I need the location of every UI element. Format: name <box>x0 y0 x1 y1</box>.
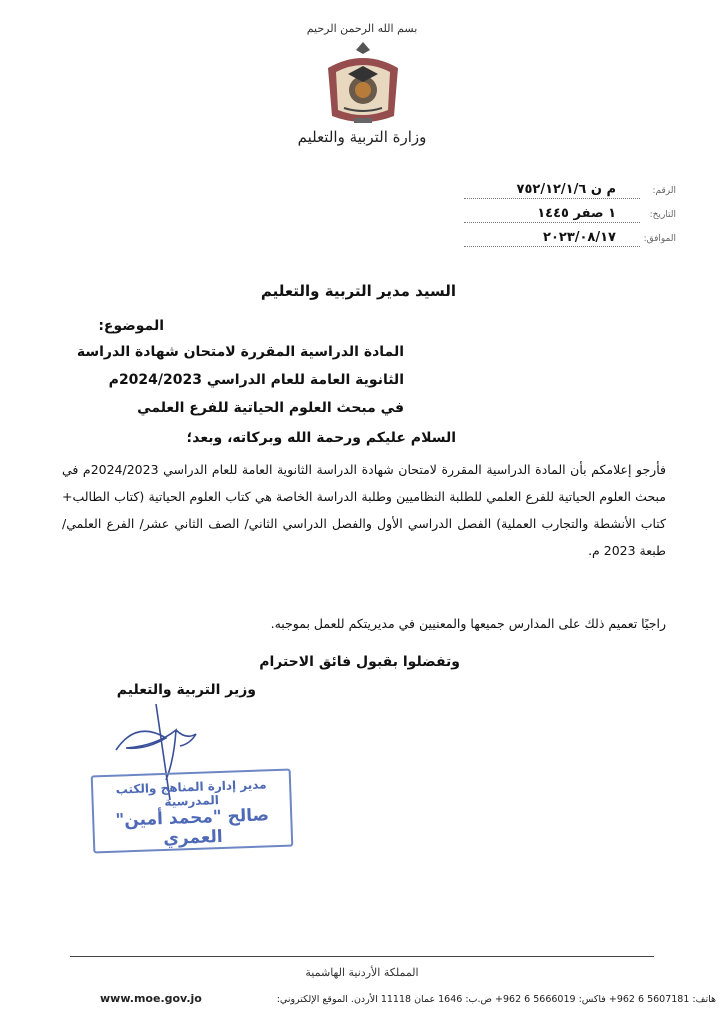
request-paragraph: راجيًا تعميم ذلك على المدارس جميعها والمعنيين في مديريتكم للعمل بموجبه. <box>270 616 666 631</box>
reference-number-label: الرقم: <box>652 186 676 196</box>
stamp-name: صالح "محمد أمين" العمري <box>115 805 270 850</box>
reference-corresponding-row <box>456 232 676 252</box>
reference-corresponding-value: ٢٠٢٣/٠٨/١٧ <box>543 230 616 245</box>
basmala-heading: بسم الله الرحمن الرحيم <box>306 22 418 35</box>
reference-number-row <box>456 184 676 204</box>
signatory-title: وزير التربية والتعليم <box>116 682 256 698</box>
footer-website-link[interactable]: www.moe.gov.jo <box>100 992 202 1005</box>
reference-date-label: التاريخ: <box>649 210 676 220</box>
stamp-department: مدير إدارة المناهج والكتب المدرسية <box>115 777 267 809</box>
subject-label: الموضوع: <box>98 318 164 334</box>
footer-kingdom: المملكة الأردنية الهاشمية <box>305 966 419 979</box>
footer-divider <box>70 956 654 957</box>
reference-corresponding-label: الموافق: <box>643 234 676 244</box>
footer-contact: هاتف: 5607181 6 962+ فاكس: 5666019 6 962+ ص.ب: 1646 عمان 11118 الأردن. الموقع الإلكتروني: <box>276 994 716 1005</box>
addressee: السيد مدير التربية والتعليم <box>260 282 456 300</box>
official-stamp <box>91 769 294 854</box>
subject-line-2: الثانوية العامة للعام الدراسي 2024/2023م <box>108 372 404 388</box>
closing-line: وتفضلوا بقبول فائق الاحترام <box>259 654 460 670</box>
subject-line-3: في مبحث العلوم الحياتية للفرع العلمي <box>137 400 404 416</box>
reference-number-value: م ن ٧٥٢/١٢/١/٦ <box>516 182 616 197</box>
subject-line-1: المادة الدراسية المقررة لامتحان شهادة الدراسة <box>76 344 404 360</box>
body-paragraph: فأرجو إعلامكم بأن المادة الدراسية المقررة لامتحان شهادة الدراسة الثانوية العامة للعام الدراسي 2024/2023م في مبحث العلوم الحياتية للفرع العلمي للطلبة النظاميين وطلبة الدراسة الخاصة هي كتاب العلوم الحياتية (كتاب الطالب+ كتاب الأنشطة والتجارب العملية) الفصل الدراسي الأول والفصل الدراسي الثاني/ الصف الثاني عشر/ الفرع العلمي/ طبعة 2023 م. <box>62 462 667 558</box>
reference-date-row <box>456 208 676 228</box>
reference-date-value: ١ صفر ١٤٤٥ <box>537 206 616 221</box>
greeting: السلام عليكم ورحمة الله وبركاته، وبعد؛ <box>186 430 456 446</box>
ministry-title: وزارة التربية والتعليم <box>297 128 427 146</box>
jordan-coat-of-arms-icon <box>318 38 408 128</box>
